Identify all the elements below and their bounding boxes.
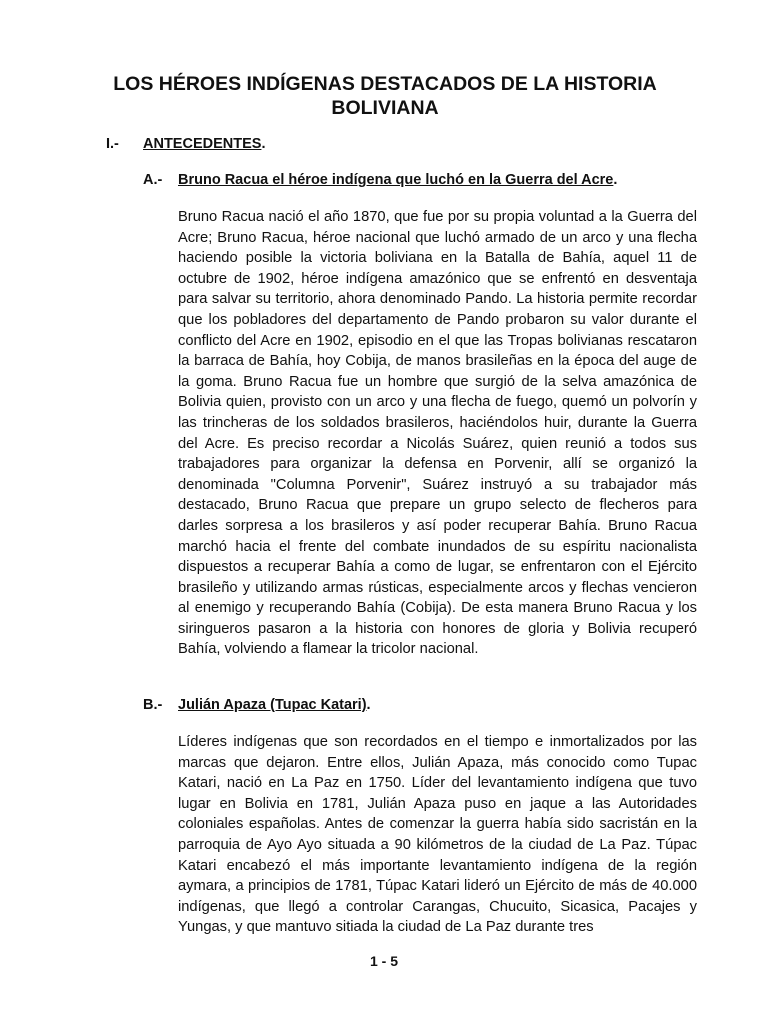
subsection-a-title-period: . [613, 172, 618, 188]
subsection-b-paragraph: Líderes indígenas que son recordados en el tiempo e inmortalizados por las marcas que dejaron. Entre ellos, Julián Apaza, más conocido como Tupac Katari, nació en La Paz en 1750. Líder del levantamiento indígena que tuvo lugar en Bolivia en 1781, Julián Apaza puso en jaque a las Autoridades coloniales españolas. Antes de comenzar la guerra había sido sacristán en la parroquia de Ayo Ayo situada a 90 kilómetros de la ciudad de La Paz. Túpac Katari encabezó el más importante levantamiento indígena de la región aymara, a principios de 1781, Túpac Katari lideró un Ejército de más de 40.000 indígenas, que llegó a controlar Carangas, Chucuito, Sicasica, Pacajes y Yungas, y que mantuvo sitiada la ciudad de La Paz durante tres [178, 734, 697, 936]
section-heading [106, 136, 265, 152]
section-title-period: . [261, 136, 266, 152]
subsection-a-paragraph: Bruno Racua nació el año 1870, que fue por su propia voluntad a la Guerra del Acre; Bruno Racua, héroe nacional que luchó armado de un arco y una flecha haciendo posible la victoria boliviana en la Batalla de Bahía, aquel 11 de octubre de 1902, héroe indígena amazónico que se enfrentó en desventaja para salvar su territorio, ahora denominado Pando. La historia permite recordar que los pobladores del departamento de Pando probaron su valor durante el conflicto del Acre en 1902, episodio en el que las Tropas bolivianas rescataron la barraca de Bahía, hoy Cobija, de manos brasileñas en la época del auge de la goma. Bruno Racua fue un hombre que surgió de la selva amazónica de Bolivia quien, provisto con un arco y una flecha de fuego, quemó un polvorín y las trincheras de los soldados brasileros, haciéndolos huir, durante la Guerra del Acre. Es preciso recordar a Nicolás Suárez, quien reunió a todos sus trabajadores para organizar la defensa en Porvenir, allí se organizó la denominada "Columna Porvenir", Suárez instruyó a su trabajador más destacado, Bruno Racua que prepare un grupo selecto de flecheros para darles sorpresa a los brasileros y así poder recuperar Bahía. Bruno Racua marchó hacia el frente del combate inundados de su espíritu nacionalista dispuestos a recuperar Bahía a como de lugar, se enfrentaron con el Ejército brasileño y utilizando armas rústicas, especialmente arcos y flechas vencieron al enemigo y recuperando Bahía (Cobija). De esta manera Bruno Racua y los siringueros pasaron a la historia con honores de gloria y Bolivia recuperó Bahía, volviendo a flamear la tricolor nacional. [178, 209, 697, 658]
subsection-b-title: Julián Apaza (Tupac Katari) [178, 697, 367, 713]
subsection-a-heading [143, 172, 617, 188]
document-title: LOS HÉROES INDÍGENAS DESTACADOS DE LA HISTORIA BOLIVIANA [113, 73, 657, 119]
section-title: ANTECEDENTES [143, 136, 262, 152]
subsection-a-title: Bruno Racua el héroe indígena que luchó en la Guerra del Acre [178, 172, 614, 188]
subsection-a-number: A.- [143, 172, 163, 188]
subsection-b-heading [143, 697, 371, 713]
subsection-b-title-period: . [366, 697, 371, 713]
page-number: 1 - 5 [369, 953, 398, 969]
subsection-b-number: B.- [143, 697, 163, 713]
section-number: I.- [106, 136, 119, 152]
